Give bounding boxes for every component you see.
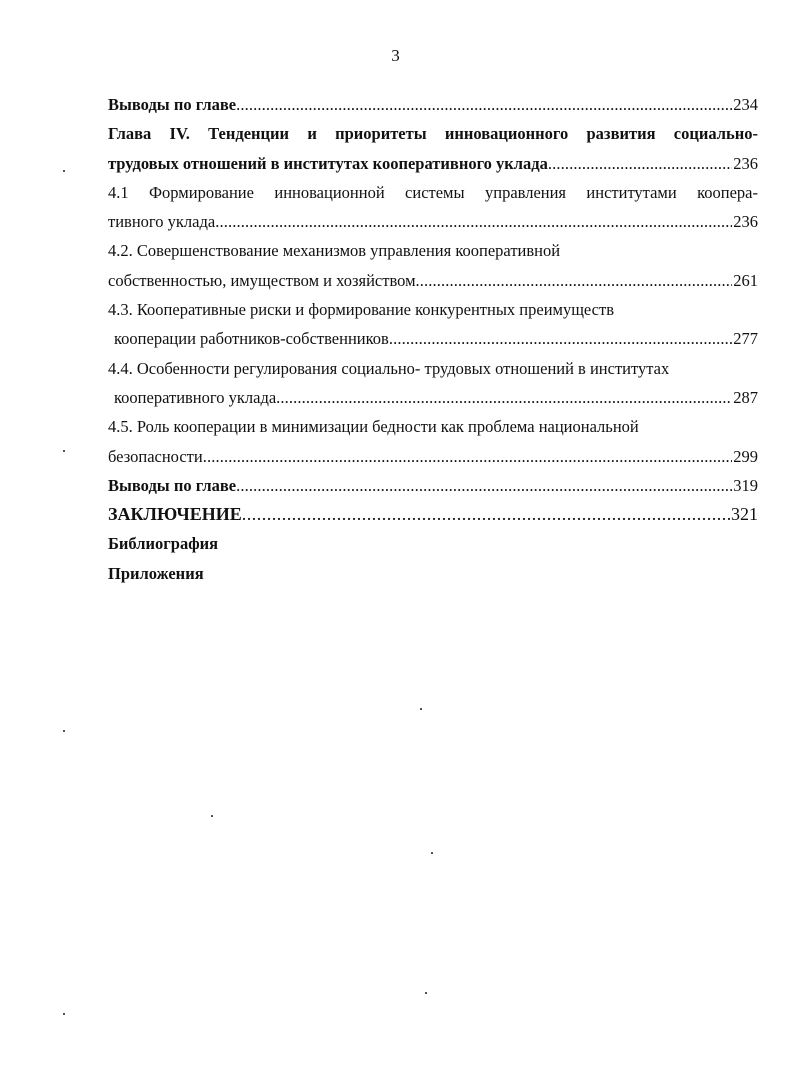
toc-entry: [108, 500, 758, 529]
scan-speck: [63, 1013, 65, 1015]
toc-entry-title: кооперации работников-собственников: [114, 329, 389, 349]
toc-entry: [108, 149, 758, 178]
toc-entry-title: тивного уклада: [108, 212, 216, 232]
toc-entry-title: Выводы по главе: [108, 475, 237, 495]
toc-entry-page: 321: [731, 504, 758, 525]
toc-entry-page: 277: [733, 329, 758, 349]
toc-entry-title: безопасности: [108, 446, 203, 466]
dot-leader: [548, 149, 732, 178]
toc-entry-title: Приложения: [108, 563, 204, 583]
toc-entry-title: собственностью, имуществом и хозяйством: [108, 270, 416, 290]
dot-leader: [389, 324, 732, 353]
toc-entry: [108, 119, 758, 148]
toc-entry: [108, 90, 758, 119]
toc-entry-page: 299: [733, 446, 758, 466]
toc-entry: [108, 236, 758, 265]
scan-speck: [63, 730, 65, 732]
toc-entry: [108, 266, 758, 295]
toc-entry-page: 234: [733, 95, 758, 114]
toc-entry: [108, 412, 758, 441]
scan-speck: [420, 708, 422, 710]
dot-leader: [236, 471, 732, 500]
dot-leader: [416, 266, 733, 295]
dot-leader: [203, 442, 733, 471]
toc-entry-page: 287: [733, 387, 758, 407]
scan-speck: [63, 450, 65, 452]
toc-entry-title: 4.4. Особенности регулирования социально- трудовых отношений в институтах: [108, 358, 670, 378]
toc-entry: [108, 324, 758, 353]
dot-leader: [242, 500, 730, 529]
toc-entry: [108, 383, 758, 412]
toc-entry: [108, 178, 758, 207]
toc-entry-title: кооперативного уклада: [114, 387, 277, 407]
toc-entry: [108, 559, 758, 588]
scan-speck: [425, 992, 427, 994]
toc-entry-title: Глава IV. Тенденции и приоритеты инновационного развития социально-: [108, 124, 758, 144]
toc-entry-page: 261: [733, 270, 758, 290]
toc-entry-title: 4.5. Роль кооперации в минимизации бедности как проблема национальной: [108, 417, 639, 437]
dot-leader: [236, 90, 732, 119]
page-number: 3: [391, 46, 400, 65]
toc-entry-page: 319: [733, 475, 758, 495]
toc-entry-page: 236: [733, 212, 758, 232]
toc-entry: [108, 354, 758, 383]
toc-entry-title: ЗАКЛЮЧЕНИЕ: [108, 504, 242, 525]
toc-entry-page: 236: [733, 153, 758, 173]
toc-entry-title: 4.1 Формирование инновационной системы управления институтами коопера-: [108, 182, 758, 202]
toc-entry: [108, 442, 758, 471]
dot-leader: [276, 383, 732, 412]
toc-entry-title: 4.3. Кооперативные риски и формирование конкурентных преимуществ: [108, 300, 614, 320]
toc-entry: [108, 471, 758, 500]
toc-entry-title: Выводы по главе: [108, 95, 237, 114]
scan-speck: [63, 170, 65, 172]
toc-entry: [108, 207, 758, 236]
toc-entry-title: Библиография: [108, 534, 219, 554]
scan-speck: [431, 852, 433, 854]
toc-entry-title: трудовых отношений в институтах кооперативного уклада: [108, 153, 548, 173]
toc-entry: [108, 295, 758, 324]
scan-speck: [211, 815, 213, 817]
table-of-contents: [108, 90, 758, 588]
dot-leader: [215, 207, 732, 236]
toc-entry-title: 4.2. Совершенствование механизмов управления кооперативной: [108, 241, 561, 261]
toc-entry: [108, 529, 758, 558]
